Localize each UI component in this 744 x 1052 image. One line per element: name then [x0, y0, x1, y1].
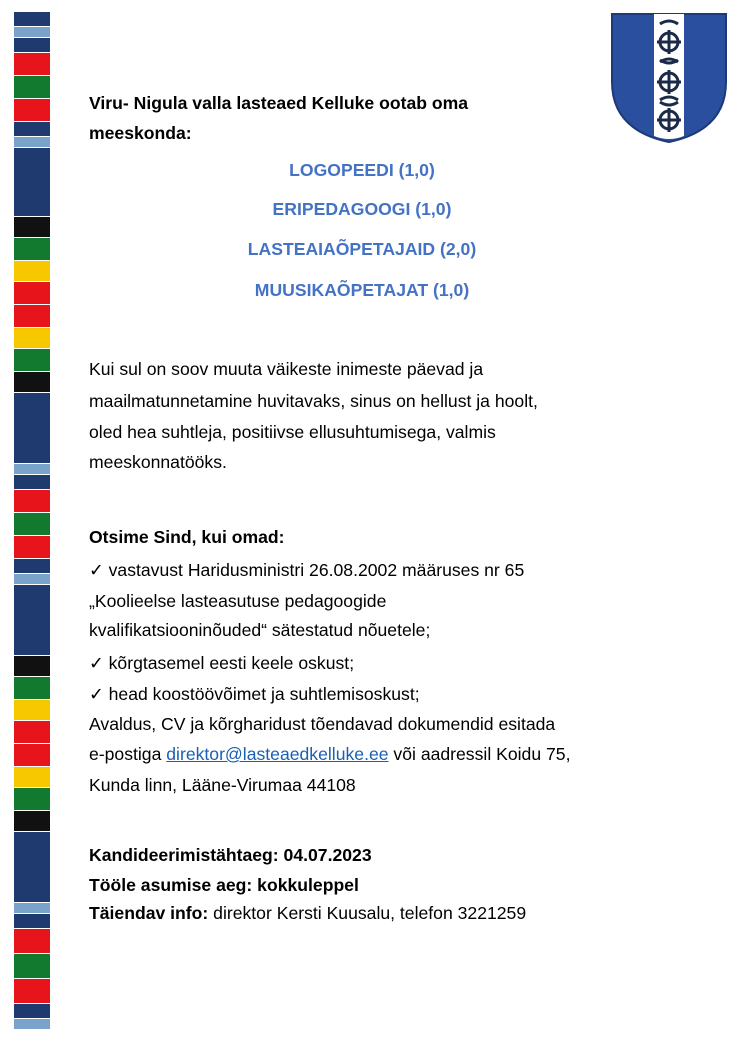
requirement-2: ✓ kõrgtasemel eesti keele oskust;	[89, 653, 355, 673]
stripe-band	[14, 475, 50, 490]
stripe-band	[14, 677, 50, 700]
stripe-band	[14, 27, 50, 38]
requirement-1-line-3: kvalifikatsiooninõuded“ sätestatud nõuetele;	[89, 620, 431, 640]
apply-prefix: e-postiga	[89, 744, 167, 764]
stripe-band	[14, 137, 50, 148]
apply-line-2	[89, 739, 570, 770]
stripe-band	[14, 559, 50, 574]
position-music-teacher: MUUSIKAÕPETAJAT (1,0)	[254, 280, 470, 300]
stripe-band	[14, 929, 50, 954]
deadline: Kandideerimistähtaeg: 04.07.2023	[89, 845, 372, 865]
additional-info	[89, 898, 526, 929]
stripe-band	[14, 349, 50, 372]
stripe-band	[14, 261, 50, 282]
stripe-band	[14, 954, 50, 979]
stripe-band	[14, 767, 50, 788]
position-special-educator: ERIPEDAGOOGI (1,0)	[272, 199, 452, 219]
stripe-band	[14, 76, 50, 99]
stripe-band	[14, 305, 50, 328]
email-link[interactable]: direktor@lasteaedkelluke.ee	[166, 744, 389, 764]
stripe-band	[14, 464, 50, 475]
stripe-band	[14, 585, 50, 656]
stripe-band	[14, 721, 50, 744]
stripe-band	[14, 328, 50, 349]
stripe-band	[14, 979, 50, 1004]
stripe-band	[14, 656, 50, 677]
stripe-band	[14, 788, 50, 811]
info-value: direktor Kersti Kuusalu, telefon 3221259	[208, 903, 527, 923]
stripe-band	[14, 700, 50, 721]
info-label: Täiendav info:	[89, 903, 209, 923]
stripe-band	[14, 99, 50, 122]
stripe-band	[14, 513, 50, 536]
stripe-band	[14, 744, 50, 767]
requirement-3: ✓ head koostöövõimet ja suhtlemisoskust;	[89, 684, 420, 704]
position-kindergarten-teacher: LASTEAIAÕPETAJAID (2,0)	[247, 239, 477, 259]
stripe-band	[14, 372, 50, 393]
stripe-band	[14, 238, 50, 261]
description-line-4: meeskonnatööks.	[89, 452, 227, 472]
requirements-heading: Otsime Sind, kui omad:	[89, 527, 285, 547]
stripe-band	[14, 536, 50, 559]
stripe-band	[14, 811, 50, 832]
apply-line-3: Kunda linn, Lääne-Virumaa 44108	[89, 775, 356, 795]
stripe-band	[14, 832, 50, 903]
coat-of-arms-icon	[610, 12, 728, 144]
stripe-band	[14, 38, 50, 53]
start-time: Tööle asumise aeg: kokkuleppel	[89, 875, 359, 895]
position-speech-therapist: LOGOPEEDI (1,0)	[289, 160, 435, 180]
description-line-1: Kui sul on soov muuta väikeste inimeste päevad ja	[89, 359, 484, 379]
stripe-band	[14, 914, 50, 929]
stripe-band	[14, 12, 50, 27]
stripe-band	[14, 53, 50, 76]
stripe-band	[14, 148, 50, 217]
intro-line-1: Viru- Nigula valla lasteaed Kelluke ootab oma	[89, 93, 469, 113]
requirement-1-line-1: ✓ vastavust Haridusministri 26.08.2002 määruses nr 65	[89, 560, 525, 580]
decorative-stripe	[14, 12, 50, 1042]
requirement-1-line-2: „Koolieelse lasteasutuse pedagoogide	[89, 591, 387, 611]
stripe-band	[14, 217, 50, 238]
apply-line-1: Avaldus, CV ja kõrgharidust tõendavad dokumendid esitada	[89, 714, 556, 734]
apply-suffix: või aadressil Koidu 75,	[388, 744, 571, 764]
stripe-band	[14, 282, 50, 305]
stripe-band	[14, 122, 50, 137]
description-line-3: oled hea suhtleja, positiivse ellusuhtumisega, valmis	[89, 422, 496, 442]
stripe-band	[14, 393, 50, 464]
stripe-band	[14, 1019, 50, 1030]
description-line-2: maailmatunnetamine huvitavaks, sinus on hellust ja hoolt,	[89, 391, 538, 411]
stripe-band	[14, 574, 50, 585]
stripe-band	[14, 1004, 50, 1019]
intro-line-2: meeskonda:	[89, 123, 192, 143]
stripe-band	[14, 490, 50, 513]
stripe-band	[14, 903, 50, 914]
